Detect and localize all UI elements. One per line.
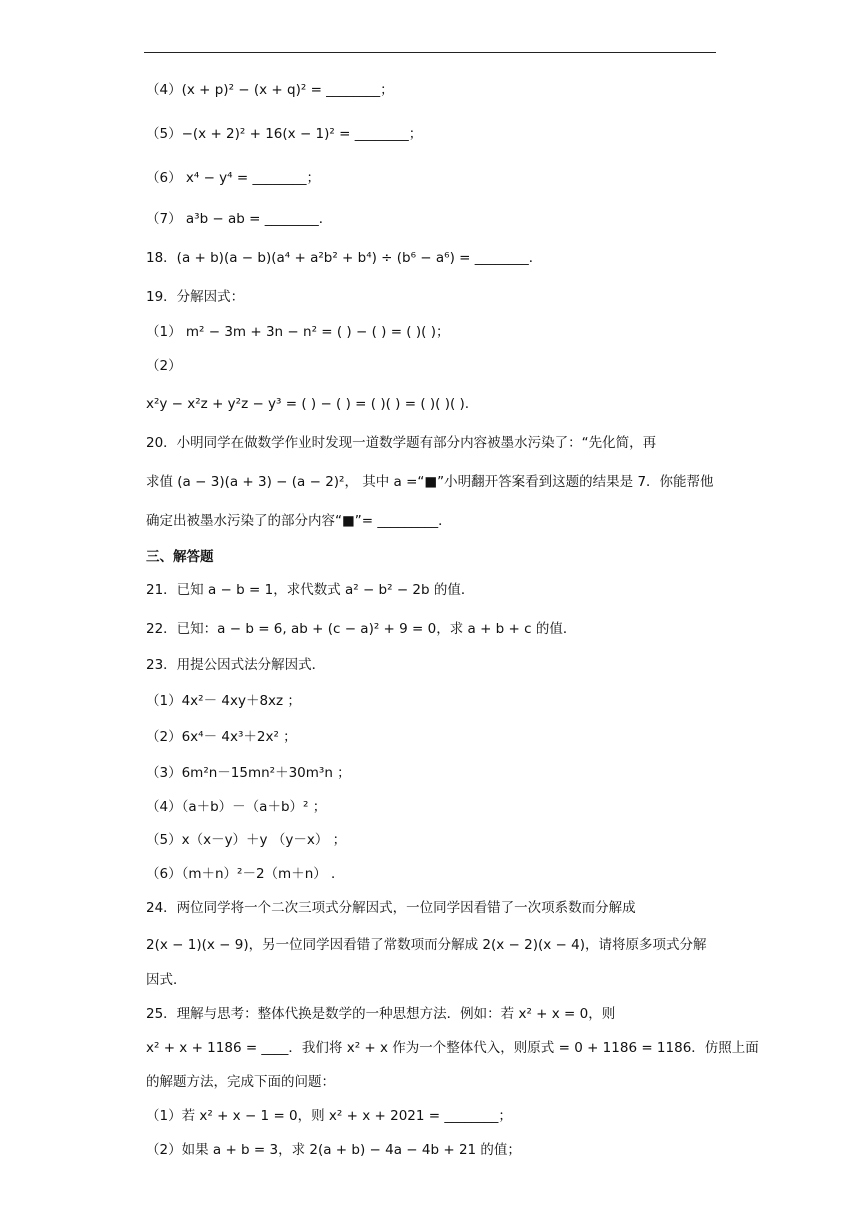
question-line-q23_2: （2）6x⁴－ 4x³＋2x² ；: [146, 729, 297, 745]
question-line-q25_2: （2）如果 a + b = 3，求 2(a + b) − 4a − 4b + 21 的值；: [146, 1142, 521, 1158]
question-line-q20c: 确定出被墨水污染了的部分内容“■”= _________．: [146, 513, 452, 529]
question-line-q23_1: （1）4x²－ 4xy＋8xz ；: [146, 693, 301, 709]
question-line-q23_6: （6）（m＋n）²－2（m＋n） ．: [146, 866, 345, 882]
question-line-q25b: x² + x + 1186 = ____．我们将 x² + x 作为一个整体代入，则原式 = 0 + 1186 = 1186．仿照上面: [146, 1040, 759, 1056]
question-line-q21: 21．已知 a − b = 1，求代数式 a² − b² − 2b 的值．: [146, 582, 475, 598]
question-line-q19_1: （1） m² − 3m + 3n − n² = ( ) − ( ) = ( )( )；: [146, 324, 450, 340]
question-line-q23_3: （3）6m²n－15mn²＋30m³n ；: [146, 765, 351, 781]
question-line-q25a: 25．理解与思考：整体代换是数学的一种思想方法．例如：若 x² + x = 0，则: [146, 1006, 616, 1022]
question-line-q24a: 24．两位同学将一个二次三项式分解因式，一位同学因看错了一次项系数而分解成: [146, 900, 636, 916]
question-line-q20a: 20．小明同学在做数学作业时发现一道数学题有部分内容被墨水污染了：“先化简，再: [146, 435, 657, 451]
question-line-q25c: 的解题方法，完成下面的问题：: [146, 1074, 335, 1090]
question-line-q20b: 求值 (a − 3)(a + 3) − (a − 2)²， 其中 a =“■”小明翻开答案看到这题的结果是 7．你能帮他: [146, 474, 714, 490]
question-line-q17_6: （6） x⁴ − y⁴ = ________；: [146, 170, 320, 186]
question-line-sec3: 三、解答题: [146, 549, 214, 565]
question-line-q17_5: （5）−(x + 2)² + 16(x − 1)² = ________；: [146, 126, 423, 142]
question-line-q23_4: （4）（a＋b）－（a＋b）² ；: [146, 799, 327, 815]
question-line-q23_5: （5）x（x－y）＋y （y－x） ；: [146, 832, 347, 848]
question-line-q25_1: （1）若 x² + x − 1 = 0，则 x² + x + 2021 = ________；: [146, 1108, 512, 1124]
header-rule: [144, 52, 716, 53]
question-line-q24b: 2(x − 1)(x − 9)，另一位同学因看错了常数项而分解成 2(x − 2)(x − 4)，请将原多项式分解: [146, 937, 707, 953]
question-line-q24c: 因式．: [146, 972, 187, 988]
question-line-q19_2a: （2）: [146, 358, 182, 374]
question-line-q18: 18．(a + b)(a − b)(a⁴ + a²b² + b⁴) ÷ (b⁶ − a⁶) = ________．: [146, 250, 543, 266]
question-line-q17_7: （7） a³b − ab = ________．: [146, 211, 333, 227]
question-line-q23: 23．用提公因式法分解因式．: [146, 657, 326, 673]
question-line-q17_4: （4）(x + p)² − (x + q)² = ________；: [146, 82, 394, 98]
question-line-q19: 19．分解因式：: [146, 289, 245, 305]
question-line-q22: 22．已知：a − b = 6, ab + (c − a)² + 9 = 0，求 a + b + c 的值．: [146, 621, 577, 637]
question-line-q19_2b: x²y − x²z + y²z − y³ = ( ) − ( ) = ( )( ) = ( )( )( ).: [146, 396, 470, 412]
